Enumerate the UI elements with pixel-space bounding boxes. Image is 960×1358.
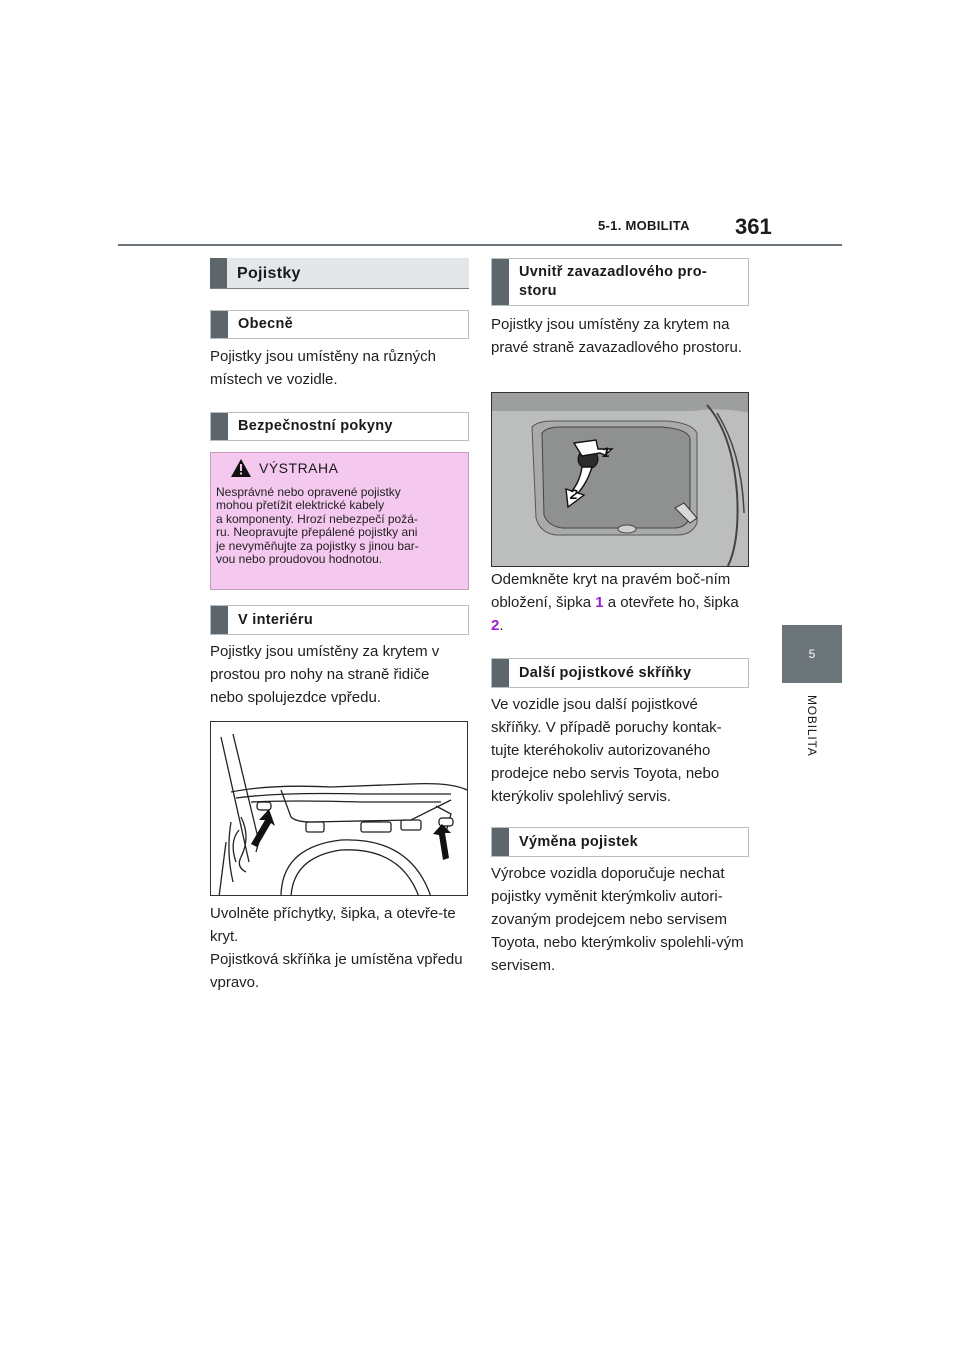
warning-line: ru. Neopravujte přepálené pojistky ani (216, 525, 418, 540)
chapter-tab: 5 (782, 625, 842, 683)
trunk-instruction-end: . (499, 617, 504, 634)
arrow-ref-2: 2 (491, 617, 500, 634)
general-text: Pojistky jsou umístěny na různých místech ve vozidle. (210, 348, 436, 388)
safety-heading (210, 412, 469, 441)
interior-illustration (210, 721, 468, 896)
chapter-label-text: MOBILITA (805, 695, 819, 757)
arrow-label-1: 1 (602, 444, 610, 460)
safety-heading-text: Bezpečnostní pokyny (238, 418, 393, 434)
interior-heading (210, 605, 469, 635)
heading-marker (211, 606, 228, 634)
page-number: 361 (735, 214, 772, 239)
trunk-heading-text (509, 259, 717, 305)
section-title: 5-1. MOBILITA (598, 218, 690, 233)
replacement-text: Výrobce vozidla doporučuje nechat pojistky vyměnit kterýmkoliv autori-zovaným prodejcem nebo servisem Toyota, nebo kterýmkoliv spolehli-vým servisem. (491, 865, 744, 974)
other-boxes-heading-text: Další pojistkové skříňky (519, 664, 692, 681)
trunk-instruction-pre: Odemkněte kryt na pravém boč-ním obložení, šipka (491, 571, 731, 611)
heading-marker (211, 413, 228, 440)
trunk-text: Pojistky jsou umístěny za krytem na pravé straně zavazadlového prostoru. (491, 316, 742, 356)
trunk-drawing (492, 393, 749, 567)
replacement-heading-text: Výměna pojistek (519, 833, 638, 850)
heading-marker (492, 259, 509, 305)
footwell-drawing (211, 722, 468, 896)
trunk-instruction-mid: a otevřete ho, šipka (607, 594, 739, 611)
trunk-heading (491, 258, 749, 306)
interior-text: Pojistky jsou umístěny za krytem v prostou pro nohy na straně řidiče nebo spolujezdce vpředu. (210, 643, 440, 706)
heading-marker (210, 258, 227, 288)
arrow-ref-1: 1 (595, 594, 604, 611)
general-heading-text: Obecně (238, 316, 293, 332)
trunk-heading-line: storu (519, 283, 557, 299)
trunk-instruction (491, 568, 746, 637)
warning-line: je nevyměňujte za pojistky s jinou bar- (216, 538, 419, 553)
other-boxes-text: Ve vozidle jsou další pojistkové skříňky. V případě poruchy kontak-tujte kteréhokoliv autorizovaného prodejce nebo servis Toyota, nebo kterýkoliv spolehlivý servis. (491, 696, 722, 805)
other-boxes-heading (491, 658, 749, 688)
warning-line: vou nebo proudovou hodnotou. (216, 552, 383, 567)
trunk-heading-line: Uvnitř zavazadlového pro- (519, 264, 707, 280)
warning-line: a komponenty. Hrozí nebezpečí požá- (216, 511, 418, 526)
heading-marker (211, 311, 228, 338)
replacement-heading (491, 827, 749, 857)
warning-triangle-icon (231, 459, 251, 477)
heading-marker (492, 659, 509, 687)
main-heading-text: Pojistky (237, 264, 301, 282)
interior-instruction: Uvolněte příchytky, šipka, a otevře-te kryt. (210, 905, 456, 945)
chapter-label (781, 695, 843, 775)
warning-line: Nesprávné nebo opravené pojistky (216, 485, 401, 499)
heading-marker (492, 828, 509, 856)
arrow-label-2: 2 (570, 486, 578, 502)
trunk-illustration (491, 392, 749, 567)
main-heading (210, 258, 469, 289)
header-divider (118, 244, 842, 246)
warning-box (210, 452, 469, 590)
warning-line: mohou přetížit elektrické kabely (216, 498, 385, 513)
general-heading (210, 310, 469, 339)
warning-text (216, 486, 466, 566)
warning-title: VÝSTRAHA (259, 460, 339, 476)
interior-heading-text: V interiéru (238, 611, 314, 628)
interior-location: Pojistková skříňka je umístěna vpředu vpravo. (210, 951, 463, 991)
